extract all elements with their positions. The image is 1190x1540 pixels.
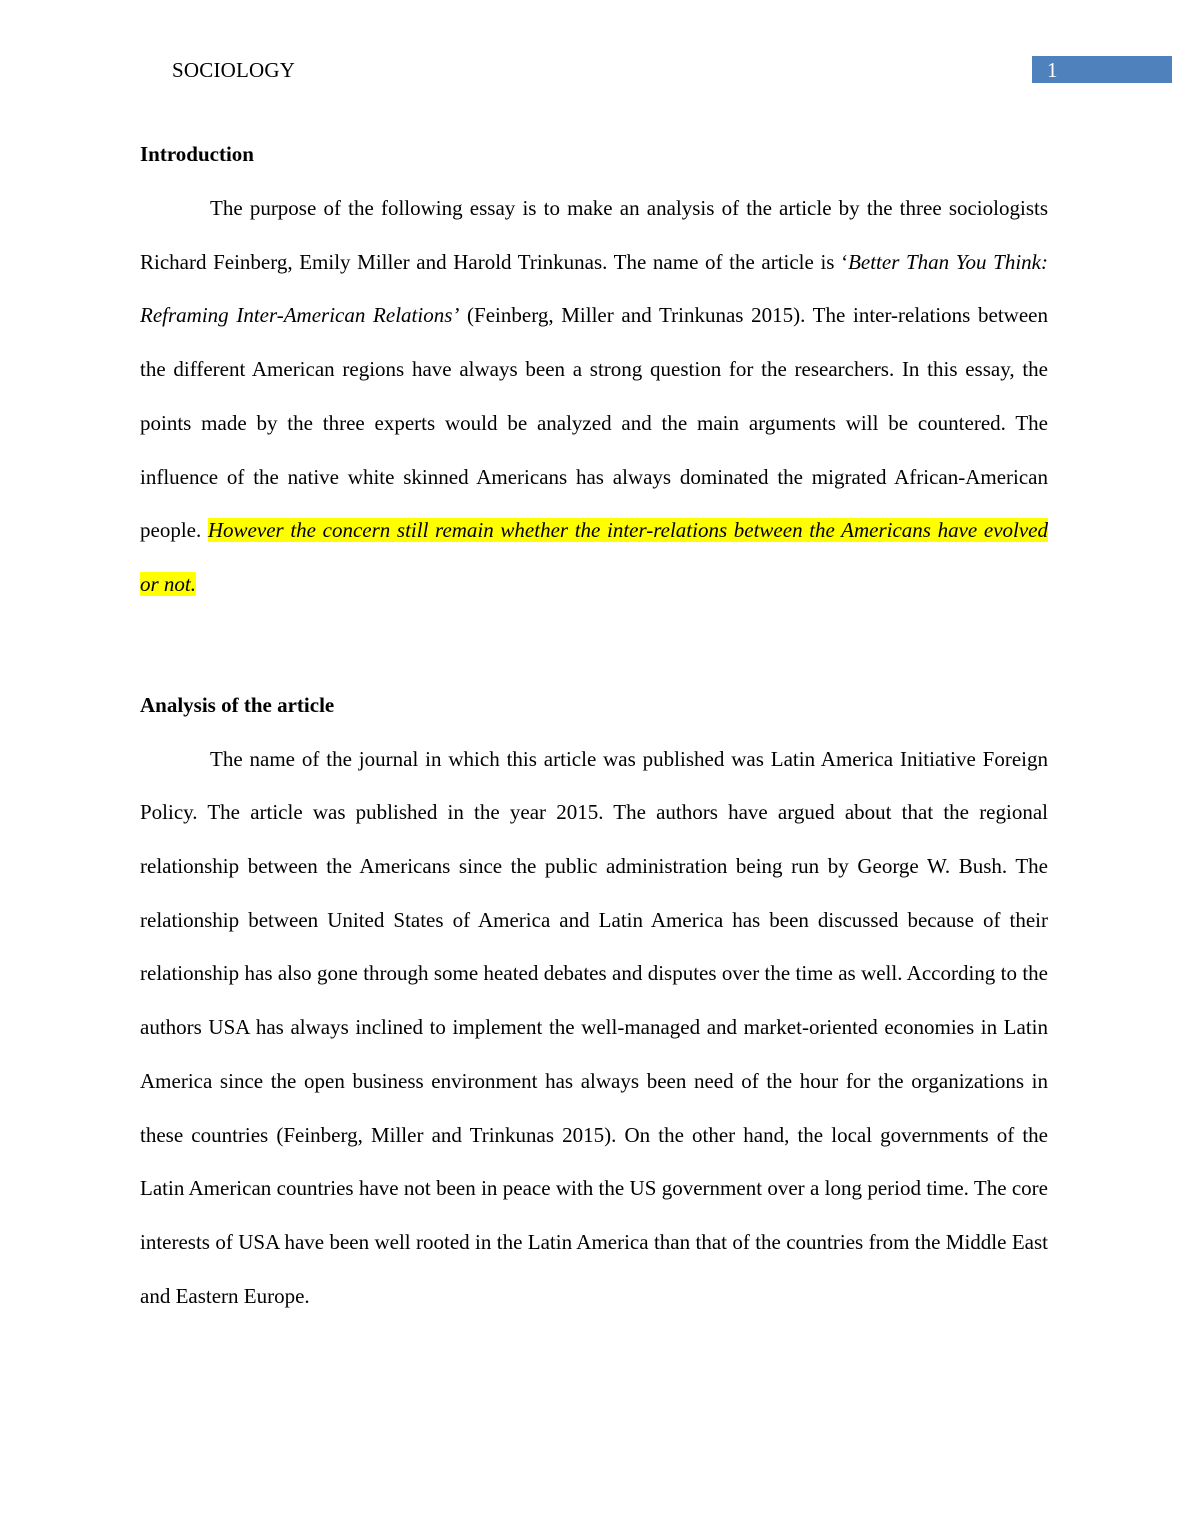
document-body — [140, 140, 1048, 1323]
analysis-paragraph: The name of the journal in which this article was published was Latin America Initiative Foreign Policy. The article was published in the year 2015. The authors have argued about that the regional relationship between the Americans since the public administration being run by George W. Bush. The relationship between United States of America and Latin America has been discussed because of their relationship has also gone through some heated debates and disputes over the time as well. According to the authors USA has always inclined to implement the well-managed and market-oriented economies in Latin America since the open business environment has always been need of the hour for the organizations in these countries (Feinberg, Miller and Trinkunas 2015). On the other hand, the local governments of the Latin American countries have not been in peace with the US government over a long period time. The core interests of USA have been well rooted in the Latin America than that of the countries from the Middle East and Eastern Europe. — [140, 746, 1048, 1308]
page-number-badge — [1032, 56, 1172, 83]
introduction-paragraph — [140, 182, 1048, 612]
article-title: Better Than You Think: Reframing Inter-American Relations’ — [140, 249, 1048, 328]
running-head: SOCIOLOGY — [172, 58, 296, 82]
page-header — [0, 56, 1190, 84]
analysis-heading: Analysis of the article — [140, 692, 335, 717]
introduction-text-b: (Feinberg, Miller and Trinkunas 2015). The inter-relations between the different American regions have always been a strong question for the researchers. In this essay, the points made by the three experts would be analyzed and the main arguments will be countered. The influence of the native white skinned Americans has always dominated the migrated African-American people. — [140, 303, 1048, 543]
highlighted-sentence: However the concern still remain whether the inter-relations between the Americans have evolved or not. — [140, 518, 1048, 596]
introduction-text-a: The purpose of the following essay is to make an analysis of the article by the three sociologists Richard Feinberg, Emily Miller and Harold Trinkunas. The name of the article is ‘ — [140, 196, 1048, 274]
introduction-heading: Introduction — [140, 142, 254, 166]
page-number: 1 — [1047, 58, 1058, 82]
